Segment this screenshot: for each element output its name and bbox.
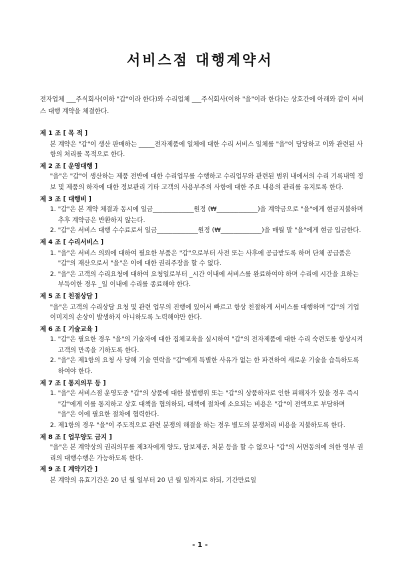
item-text: 제1항의 경우 "을"이 주도적으로 관련 분쟁의 해결을 하는 경우 별도의 분쟁처리 비용을 지불하도록 한다.: [58, 422, 346, 430]
item-number: 1.: [50, 249, 57, 257]
page-number: - 1 -: [192, 541, 208, 549]
article: [40, 238, 364, 291]
article: [40, 162, 364, 194]
article-item: [40, 226, 364, 237]
item-number: 2.: [50, 270, 57, 278]
article-title: 제 6 조 [ 기술교육 ]: [40, 325, 98, 333]
item-text: "을"은 고객의 수리요청에 대하여 요청일로부터 _시간 이내에 서비스를 완료하여야 하며 수리에 시간을 요하는 부득이한 경우 _일 이내에 수리를 종료해야 한다.: [58, 270, 359, 289]
article: [40, 465, 364, 486]
article-paragraph: "을"은 "갑"이 생산하는 제품 전반에 대한 수리업무를 수행하고 수리업무와 관련된 범위 내에서의 수리 기록내역 정보 및 제품의 하자에 대한 정보관리 기타 고객의 사용부주의 사항에 대한 주요 내용의 관리를 유지토록 한다.: [50, 173, 364, 191]
article-paragraph: 본 계약은 "갑"이 생산 판매하는 _____전자제품에 일체에 대한 수리 서비스 일체를 "을"이 담당하고 이와 관련된 사항의 처리를 목적으로 한다.: [50, 140, 363, 159]
article-title: 제 2 조 [ 운영대행 ]: [40, 162, 98, 170]
item-number: 2.: [50, 227, 57, 235]
article-title: 제 5 조 [ 친절상담 ]: [40, 292, 98, 300]
article: [40, 195, 364, 237]
item-text: "갑"은 필요한 경우 "을"의 기술자에 대한 집체교육을 실시하여 "갑"의 전자제품에 대한 수리 숙련도를 항상시켜 고객의 만족을 기하도록 한다.: [58, 336, 363, 354]
article-item: [40, 205, 364, 226]
item-number: 2.: [50, 357, 57, 365]
item-number: 1.: [50, 336, 57, 344]
item-number: 2.: [50, 422, 57, 430]
item-text: "을"은 서비스 의뢰에 대하여 필요한 부품은 "갑"으로부터 사전 또는 사후에 공급받도록 하며 단체 공급품은 "갑"의 재산으로서 "을"은 이에 대한 권리주장을 할 수 없다.: [58, 249, 352, 268]
article: [40, 292, 364, 324]
item-text: "을"은 서비스점 운영도중 "갑"의 상품에 대한 불법행위 또는 "갑"의 상품하자로 인한 피해자가 있을 경우 즉시 "갑"에게 이를 통지하고 상호 대책을 협의하되, 대책에 절차에 소요되는 비용은 "갑"이 전액으로 부담하며 "을"은 이에 필요한 절차에 협력한다.: [58, 390, 359, 419]
article-item: [40, 335, 364, 356]
article-title: 제 3 조 [ 대행비 ]: [40, 195, 92, 203]
document-title: 서비스점 대행계약서: [126, 53, 274, 69]
article: [40, 379, 364, 432]
article-item: [40, 421, 364, 432]
article-item: [40, 249, 364, 270]
article-title: 제 9 조 [ 계약기간 ]: [40, 466, 98, 474]
item-text: "갑"은 서비스 대행 수수료로서 일금_____________원정 (₩_____________)을 매월 말 "을"에게 현금 입금한다.: [58, 227, 362, 235]
article-title: 제 8 조 [ 업무양도 금지 ]: [40, 433, 112, 441]
article-item: [40, 356, 364, 377]
article-paragraph: 본 계약의 유효기간은 20 년 월 일부터 20 년 월 일까지로 하되, 기간만료일: [50, 477, 257, 484]
item-text: "갑"은 본 계약 체결과 동시에 일금_____________원정 (₩_____________)을 계약금으로 "을"에게 현금지불하며 추후 계약금은 반환하지 않는다.: [58, 206, 364, 224]
article-paragraph: "을"은 고객의 수리상담 요청 및 관련 업무의 진행에 있어서 빠르고 항상 친절하게 서비스를 대행하며 "갑"의 기업이미지의 손상이 발생하지 아니하도록 노력해야만 한다.: [50, 303, 360, 322]
item-text: "을"은 제1항의 요청 사 당해 기술 연락을 "갑"에게 특별한 사유가 없는 한 파견하여 새로운 기술을 습득하도록 하여야 한다.: [58, 357, 360, 376]
article: [40, 129, 364, 161]
intro-paragraph: 전자업체 ___주식회사(이하 "갑"이라 한다)와 수리업체 ___주식회사(이하 "을"이라 한다)는 상호간에 아래와 같이 서비스 대행 계약을 체결한다.: [40, 96, 364, 115]
article: [40, 433, 364, 465]
article: [40, 325, 364, 378]
article-title: 제 4 조 [ 수리서비스 ]: [40, 238, 104, 246]
article-item: [40, 389, 364, 421]
item-number: 1.: [50, 206, 57, 214]
article-item: [40, 270, 364, 291]
articles-container: [40, 129, 364, 488]
article-paragraph: "을"은 본 계약상의 권리의무를 제3자에게 양도, 담보제공, 처분 등을 할 수 없으나 "갑"의 서면동의에 의한 영부 권리의 대행수행은 가능하도록 한다.: [50, 444, 364, 462]
item-number: 1.: [50, 390, 57, 398]
article-title: 제 7 조 [ 통지의무 등 ]: [40, 379, 106, 387]
article-title: 제 1 조 [ 목 적 ]: [40, 130, 88, 137]
